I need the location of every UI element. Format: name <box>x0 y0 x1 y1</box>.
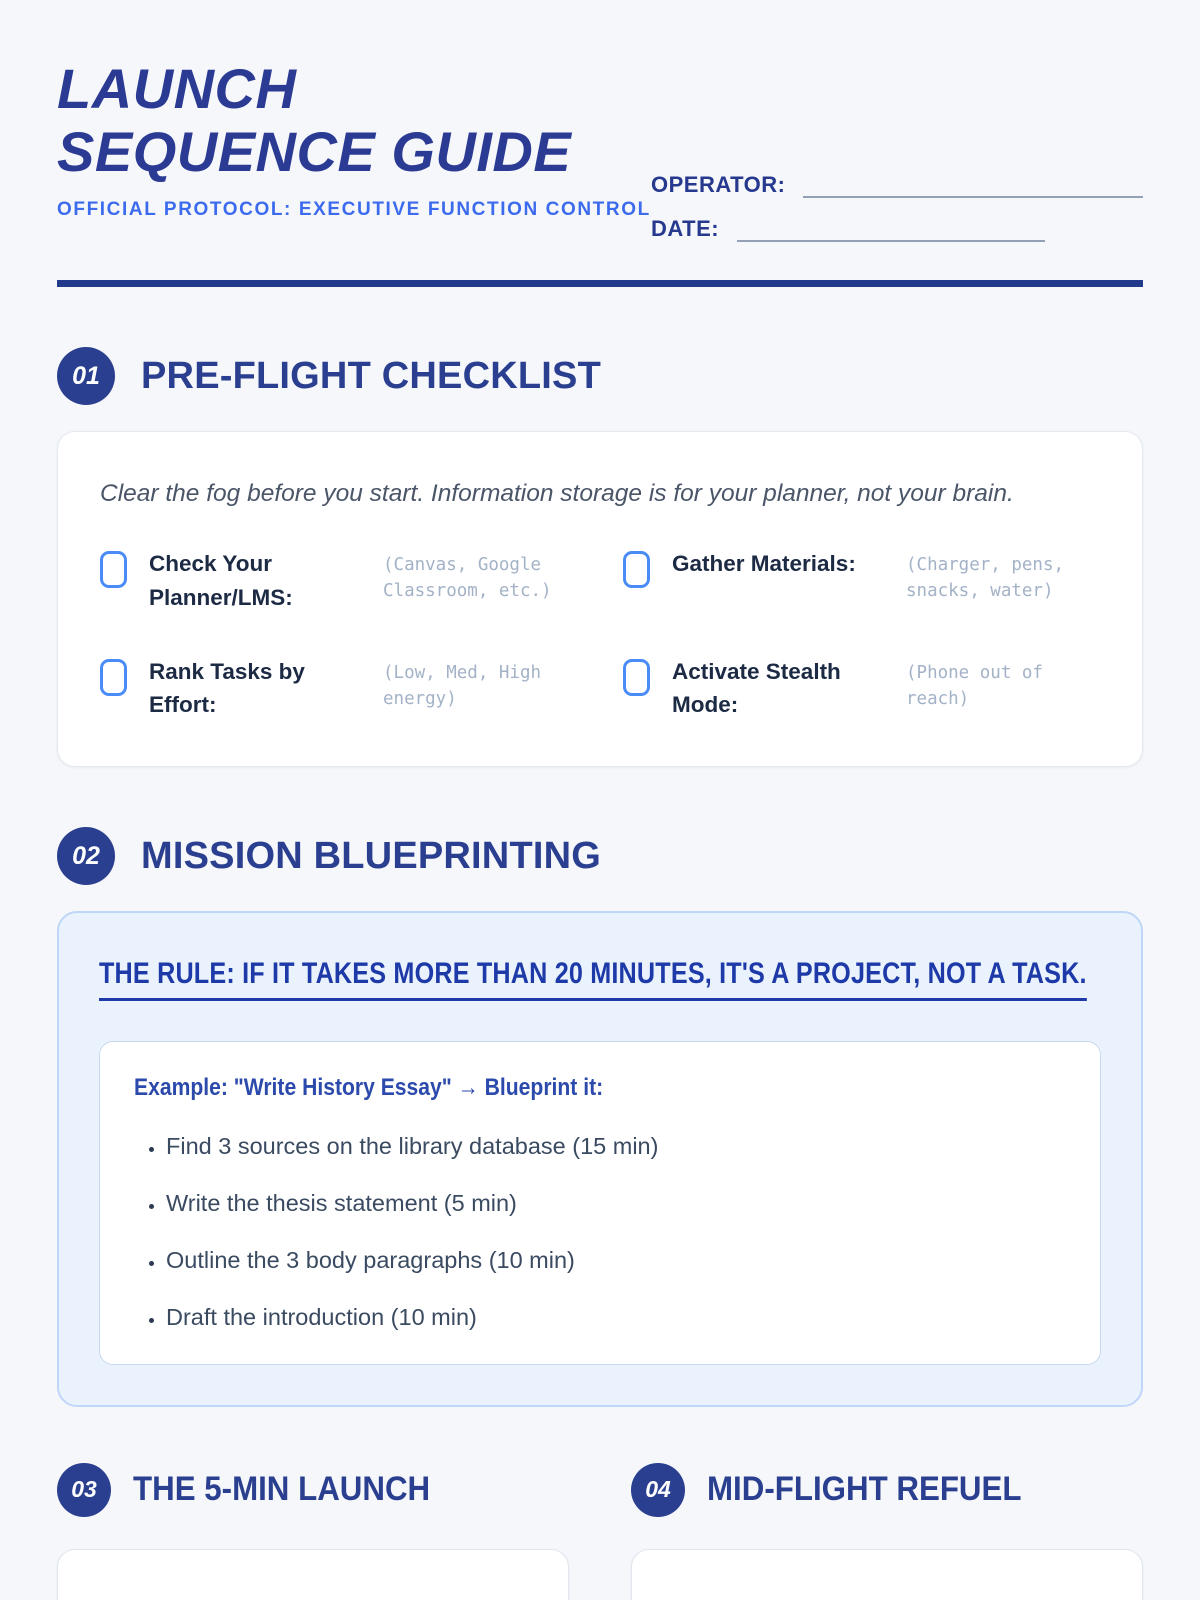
section-title-launch: THE 5-MIN LAUNCH <box>133 1470 431 1509</box>
section-number-badge-02: 02 <box>57 827 115 885</box>
checkbox-materials[interactable] <box>623 551 650 588</box>
checkbox-stealth-mode[interactable] <box>623 659 650 696</box>
header-fields <box>651 58 1143 258</box>
blueprint-steps-list <box>134 1130 1066 1334</box>
page-title <box>57 58 651 183</box>
page-title-line1: LAUNCH <box>57 57 297 120</box>
check-item-stealth-mode <box>623 655 1100 723</box>
header-divider <box>57 280 1143 287</box>
section-number-badge-01: 01 <box>57 347 115 405</box>
check-item-rank-tasks <box>100 655 577 723</box>
blueprint-step: • Find 3 sources on the library database (15 min) <box>166 1130 1066 1163</box>
checkbox-planner[interactable] <box>100 551 127 588</box>
check-label-stealth-mode: Activate Stealth Mode: <box>672 658 841 718</box>
section-refuel-column <box>631 1463 1143 1600</box>
page-title-line2: SEQUENCE GUIDE <box>57 119 572 183</box>
section-head-refuel <box>631 1463 1143 1517</box>
operator-label: OPERATOR: <box>651 172 786 197</box>
section-head-blueprinting <box>57 827 1143 885</box>
header-title-block <box>57 58 651 258</box>
check-hint-planner: (Canvas, Google Classroom, etc.) <box>383 555 552 602</box>
check-label-materials: Gather Materials: <box>672 551 856 577</box>
section-number-badge-03: 03 <box>57 1463 111 1517</box>
operator-write-in-line[interactable] <box>803 170 1143 198</box>
blueprinting-card <box>57 911 1143 1407</box>
refuel-card <box>631 1549 1143 1600</box>
section-head-preflight <box>57 347 1143 405</box>
check-item-planner <box>100 547 577 615</box>
date-label: DATE: <box>651 216 720 241</box>
check-label-planner: Check Your Planner/LMS: <box>149 551 293 610</box>
check-hint-stealth-mode: (Phone out of reach) <box>906 662 1043 709</box>
date-field-row <box>651 214 1143 242</box>
header <box>57 58 1143 258</box>
section-head-launch <box>57 1463 569 1517</box>
blueprint-step: • Outline the 3 body paragraphs (10 min) <box>166 1244 1066 1277</box>
preflight-checklist <box>100 547 1100 722</box>
date-write-in-line[interactable] <box>737 214 1045 242</box>
blueprinting-example-box <box>99 1041 1101 1365</box>
launch-card <box>57 1549 569 1600</box>
blueprint-step: • Write the thesis statement (5 min) <box>166 1187 1066 1220</box>
section-launch-column <box>57 1463 569 1600</box>
checkbox-rank-tasks[interactable] <box>100 659 127 696</box>
section-title-blueprinting: MISSION BLUEPRINTING <box>141 834 602 877</box>
example-label: Example: "Write History Essay" → Blueprint it: <box>134 1074 604 1102</box>
page-subtitle: OFFICIAL PROTOCOL: EXECUTIVE FUNCTION CONTROL <box>57 199 651 221</box>
preflight-card <box>57 431 1143 767</box>
operator-field-row <box>651 170 1143 198</box>
check-item-materials <box>623 547 1100 615</box>
section-title-preflight: PRE-FLIGHT CHECKLIST <box>141 354 601 397</box>
check-label-rank-tasks: Rank Tasks by Effort: <box>149 658 305 718</box>
blueprinting-rule: THE RULE: IF IT TAKES MORE THAN 20 MINUTES, IT'S A PROJECT, NOT A TASK. <box>99 957 1087 1001</box>
section-number-badge-04: 04 <box>631 1463 685 1517</box>
check-hint-rank-tasks: (Low, Med, High energy) <box>383 662 542 709</box>
blueprint-step: • Draft the introduction (10 min) <box>166 1301 1066 1334</box>
check-hint-materials: (Charger, pens, snacks, water) <box>906 555 1065 602</box>
section-title-refuel: MID-FLIGHT REFUEL <box>707 1470 1022 1509</box>
bottom-sections <box>57 1463 1143 1600</box>
preflight-intro: Clear the fog before you start. Information storage is for your planner, not your brain. <box>100 480 1014 507</box>
